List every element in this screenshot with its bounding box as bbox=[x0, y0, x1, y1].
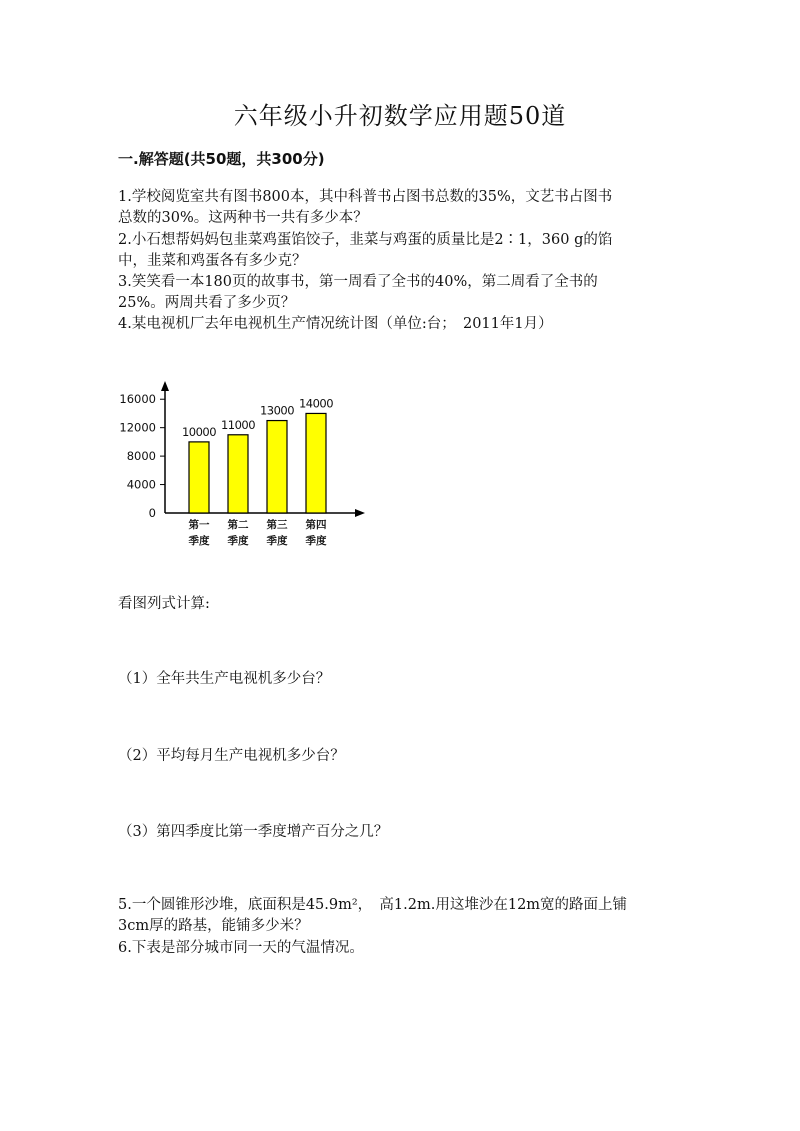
question-5-line: 5.一个圆锥形沙堆，底面积是45.9m²， 高1.2m.用这堆沙在12m宽的路面上铺 bbox=[118, 897, 628, 913]
question-1-line: 总数的30%。这两种书一共有多少本？ bbox=[118, 210, 368, 226]
sub-question-1: （1）全年共生产电视机多少台？ bbox=[118, 671, 331, 687]
question-2-line: 2.小石想帮妈妈包韭菜鸡蛋馅饺子，韭菜与鸡蛋的质量比是2∶1，360 g的馅 bbox=[118, 232, 613, 248]
x-tick-label: 季度 bbox=[305, 535, 327, 547]
x-axis-arrow bbox=[355, 509, 365, 517]
x-tick-label: 第二 bbox=[227, 519, 249, 531]
question-1-line: 1.学校阅览室共有图书800本，其中科普书占图书总数的35%，文艺书占图书 bbox=[118, 189, 613, 205]
chart-prompt: 看图列式计算: bbox=[118, 596, 210, 612]
bar-data-label: 13000 bbox=[259, 403, 295, 418]
bar-chart bbox=[110, 380, 380, 560]
page-title: 六年级小升初数学应用题50道 bbox=[233, 102, 567, 130]
y-tick-label: 0 bbox=[148, 506, 156, 520]
y-tick-label: 16000 bbox=[119, 392, 156, 407]
question-4 bbox=[118, 314, 688, 335]
x-tick-label: 季度 bbox=[188, 535, 210, 547]
question-5 bbox=[118, 895, 688, 937]
bar bbox=[267, 421, 287, 513]
y-tick-label: 4000 bbox=[126, 477, 156, 492]
y-tick-label: 8000 bbox=[126, 449, 156, 464]
x-tick-label: 第四 bbox=[305, 519, 327, 531]
bar bbox=[228, 435, 248, 513]
question-2 bbox=[118, 230, 688, 272]
question-2-line: 中，韭菜和鸡蛋各有多少克？ bbox=[118, 253, 307, 269]
x-tick-label: 季度 bbox=[227, 535, 249, 547]
section-heading: 一.解答题(共50题，共300分) bbox=[118, 150, 325, 168]
question-6 bbox=[118, 938, 688, 959]
question-5-line: 3cm厚的路基，能铺多少米？ bbox=[118, 918, 309, 934]
bar bbox=[189, 442, 209, 513]
x-tick-label: 第三 bbox=[266, 519, 288, 531]
sub-question-2: （2）平均每月生产电视机多少台？ bbox=[118, 748, 345, 764]
question-3-line: 3.笑笑看一本180页的故事书，第一周看了全书的40%，第二周看了全书的 bbox=[118, 274, 598, 290]
bar-data-label: 14000 bbox=[298, 396, 334, 411]
bar-data-label: 11000 bbox=[220, 417, 256, 432]
question-4-line: 4.某电视机厂去年电视机生产情况统计图（单位:台； 2011年1月） bbox=[118, 316, 553, 332]
y-axis-arrow bbox=[161, 381, 169, 391]
x-tick-label: 季度 bbox=[266, 535, 288, 547]
sub-question-3: （3）第四季度比第一季度增产百分之几？ bbox=[118, 824, 389, 840]
question-1 bbox=[118, 187, 688, 229]
question-6-line: 6.下表是部分城市同一天的气温情况。 bbox=[118, 940, 364, 956]
bar-data-label: 10000 bbox=[181, 424, 217, 439]
question-3 bbox=[118, 272, 688, 314]
x-tick-label: 第一 bbox=[188, 519, 210, 531]
y-tick-label: 12000 bbox=[119, 420, 156, 435]
bar bbox=[306, 413, 326, 513]
question-3-line: 25%。两周共看了多少页？ bbox=[118, 295, 296, 311]
